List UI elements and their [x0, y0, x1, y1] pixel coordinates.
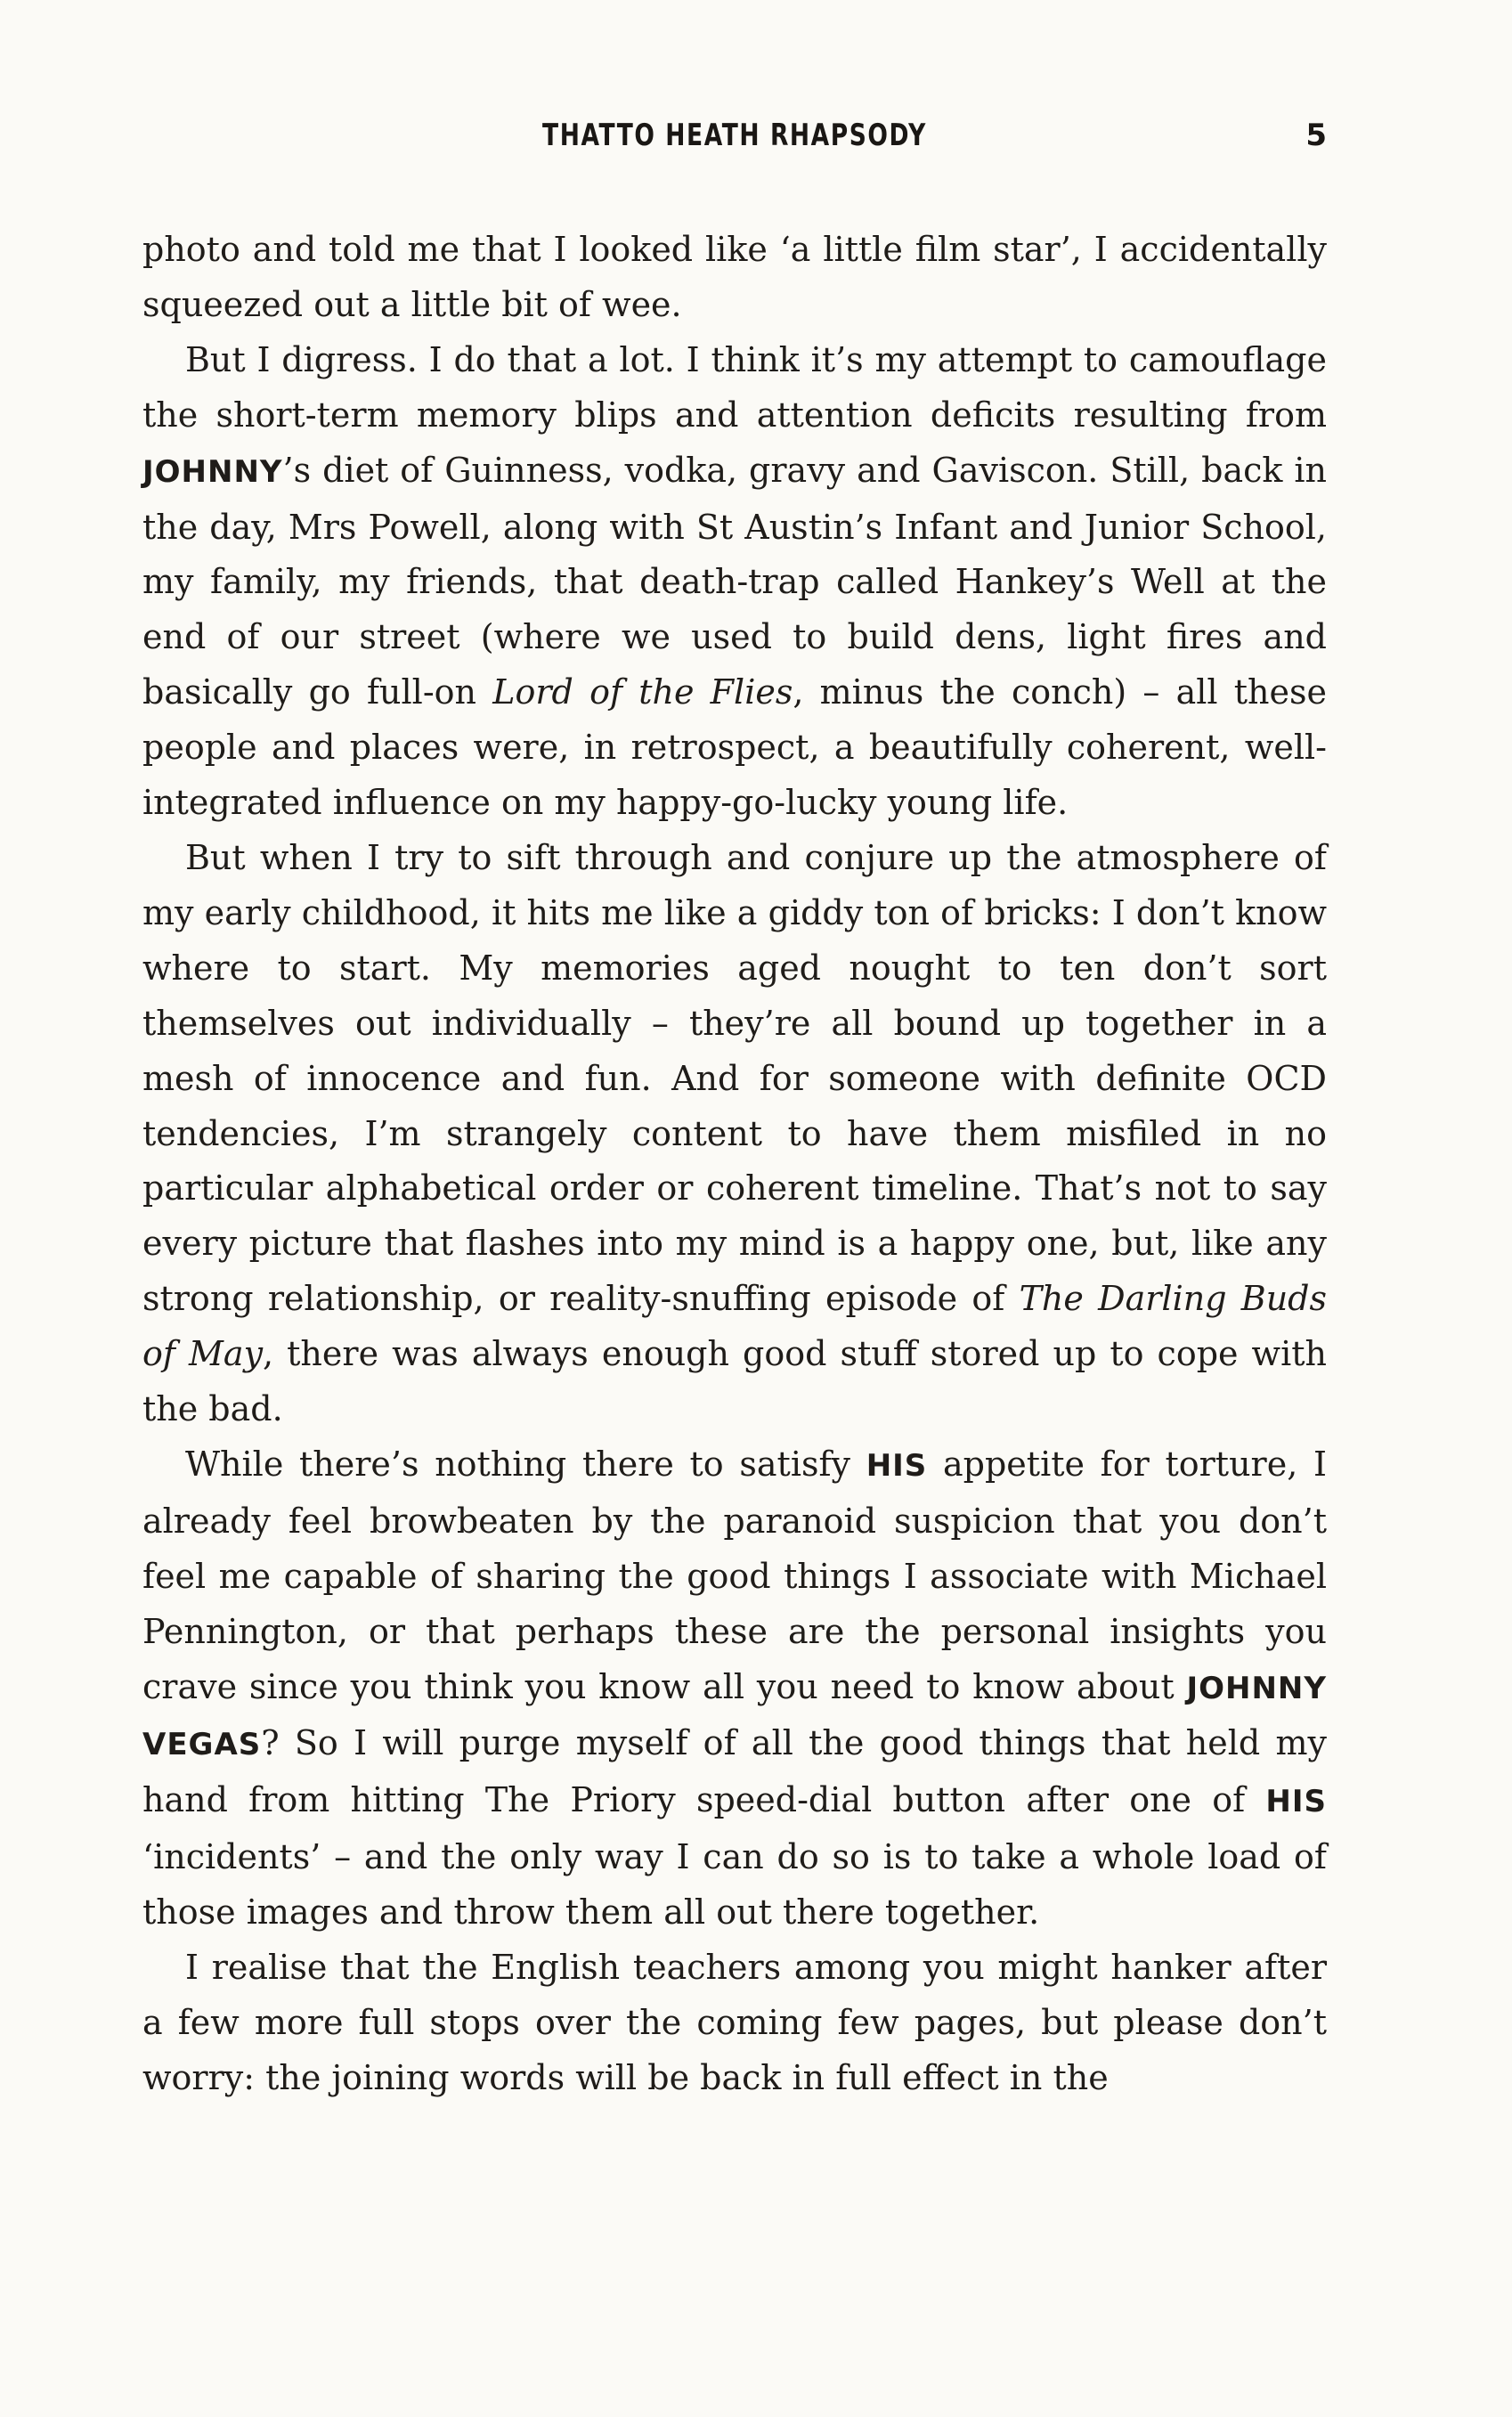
page-header [142, 114, 1327, 167]
johnny-vegas-name: JOHNNY VEGAS [142, 1670, 1327, 1763]
book-title-lord-of-the-flies: Lord of the Flies [492, 672, 793, 712]
johnny-name: JOHNNY [142, 453, 283, 490]
paragraph-4-text-c: ? So I will purge myself of all the good things that held my hand from hitting The Priory speed-dial button after one of [142, 1723, 1327, 1820]
show-title-darling-buds: The Darling Buds of May [142, 1279, 1327, 1374]
his-name-2: HIS [1265, 1784, 1327, 1820]
paragraph-1 [142, 223, 1327, 333]
page-number: 5 [1305, 118, 1327, 153]
paragraph-4-text-b: appetite for torture, I already feel browbeaten by the paranoid suspicion that you don’t feel me capable of sharing the good things I associate with Michael Pennington, or that perhaps these are the personal insights you crave since you think you know all you need to know about [142, 1444, 1327, 1706]
paragraph-4-text-d: ‘incidents’ – and the only way I can do so is to take a whole load of those images and throw them all out there together. [142, 1837, 1327, 1933]
paragraph-2-text-a: But I digress. I do that a lot. I think it’s my attempt to camouflage the short-term memory blips and attention deficits resulting from [142, 339, 1327, 435]
paragraph-3-text-b: , there was always enough good stuff stored up to cope with the bad. [142, 1334, 1327, 1429]
paragraph-2-text-c: , minus the conch) – all these people and places were, in retrospect, a beautifully coherent, well-integrated influence on my happy-go-lucky young life. [142, 672, 1327, 823]
paragraph-2 [142, 333, 1327, 831]
paragraph-2-text-b: ’s diet of Guinness, vodka, gravy and Gaviscon. Still, back in the day, Mrs Powell, along with St Austin’s Infant and Junior School, my family, my friends, that death-trap called Hankey’s Well at the end of our street (where we used to build dens, light fires and basically go full-on [142, 450, 1327, 712]
paragraph-3 [142, 831, 1327, 1437]
running-head: THATTO HEATH RHAPSODY [542, 118, 927, 153]
his-name-1: HIS [866, 1447, 928, 1484]
paragraph-5 [142, 1941, 1327, 2106]
paragraph-4-text-a: While there’s nothing there to satisfy [185, 1444, 866, 1484]
paragraph-3-text-a: But when I try to sift through and conjure up the atmosphere of my early childhood, it hits me like a giddy ton of bricks: I don’t know where to start. My memories aged nought to ten don’t sort themselves out individually – they’re all bound up together in a mesh of innocence and fun. And for someone with definite OCD tendencies, I’m strangely content to have them misfiled in no particular alphabetical order or coherent timeline. That’s not to say every picture that flashes into my mind is a happy one, but, like any strong relationship, or reality-snuffing episode of [142, 837, 1327, 1319]
paragraph-5-text: I realise that the English teachers among you might hanker after a few more full stops over the coming few pages, but please don’t worry: the joining words will be back in full effect in the [142, 1948, 1327, 2097]
body-text [142, 223, 1327, 2106]
paragraph-4 [142, 1437, 1327, 1941]
paragraph-1-text: photo and told me that I looked like ‘a little film star’, I accidentally squeezed out a little bit of wee. [142, 230, 1327, 324]
